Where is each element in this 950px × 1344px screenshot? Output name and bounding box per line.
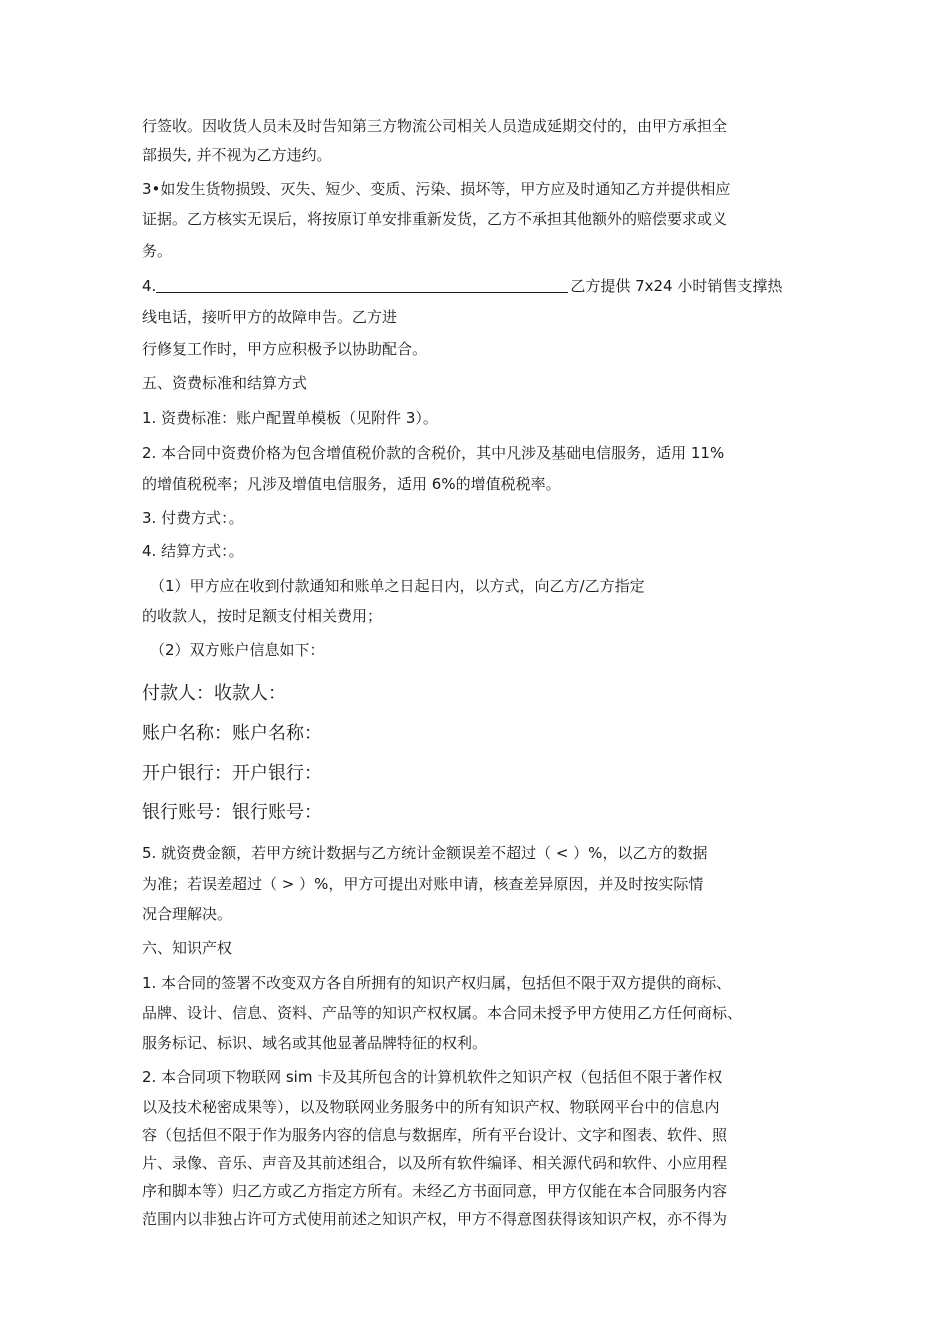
text-line: 服务标记、标识、域名或其他显著品牌特征的权利。 [142, 1034, 488, 1052]
text-line: 行修复工作时，甲方应积极予以协助配合。 [142, 340, 428, 358]
account-name-line: 账户名称：账户名称： [142, 723, 322, 744]
text-line: （2）双方账户信息如下： [150, 641, 325, 659]
section-heading: 五、资费标准和结算方式 [142, 374, 308, 392]
text-line: 2. 本合同项下物联网 sim 卡及其所包含的计算机软件之知识产权（包括但不限于著作权 [142, 1068, 723, 1086]
text-line: 的增值税税率；凡涉及增值电信服务，适用 6%的增值税税率。 [142, 475, 561, 493]
clause-4-line [142, 276, 782, 296]
text-line: 况合理解决。 [142, 905, 233, 923]
text-line: （1）甲方应在收到付款通知和账单之日起日内，以方式，向乙方/乙方指定 [150, 577, 645, 595]
text-line: 4. 结算方式：。 [142, 542, 244, 560]
fill-in-blank [156, 277, 568, 293]
text-line: 部损失, 并不视为乙方违约。 [142, 146, 332, 164]
account-number-line: 银行账号：银行账号： [142, 802, 322, 823]
clause-number: 4. [142, 277, 157, 295]
clause-text: 乙方提供 7x24 小时销售支撑热 [570, 277, 783, 295]
text-line: 1. 资费标准：账户配置单模板（见附件 3）。 [142, 409, 438, 427]
text-line: 5. 就资费金额，若甲方统计数据与乙方统计金额误差不超过（ < ）%，以乙方的数据 [142, 844, 708, 862]
text-line: 线电话，接听甲方的故障申告。乙方进 [142, 308, 398, 326]
bank-line: 开户银行：开户银行： [142, 763, 322, 784]
text-line: 的收款人，按时足额支付相关费用； [142, 607, 383, 625]
text-line: 1. 本合同的签署不改变双方各自所拥有的知识产权归属，包括但不限于双方提供的商标、 [142, 974, 732, 992]
text-line: 2. 本合同中资费价格为包含增值税价款的含税价，其中凡涉及基础电信服务，适用 11% [142, 444, 725, 462]
text-line: 品牌、设计、信息、资料、产品等的知识产权权属。本合同未授予甲方使用乙方任何商标、 [142, 1004, 743, 1022]
text-line: 务。 [142, 242, 173, 260]
text-line: 行签收。因收货人员未及时告知第三方物流公司相关人员造成延期交付的，由甲方承担全 [142, 117, 728, 135]
text-line: 片、录像、音乐、声音及其前述组合，以及所有软件编译、相关源代码和软件、小应用程 [142, 1154, 728, 1172]
text-line: 为准；若误差超过（ > ）%，甲方可提出对账申请，核查差异原因，并及时按实际情 [142, 875, 704, 893]
payer-payee-line: 付款人：收款人： [142, 683, 286, 704]
text-line: 3. 付费方式：。 [142, 509, 244, 527]
text-line: 容（包括但不限于作为服务内容的信息与数据库，所有平台设计、文字和图表、软件、照 [142, 1126, 728, 1144]
text-line: 范围内以非独占许可方式使用前述之知识产权，甲方不得意图获得该知识产权，亦不得为 [142, 1210, 728, 1228]
text-line: 以及技术秘密成果等），以及物联网业务服务中的所有知识产权、物联网平台中的信息内 [142, 1098, 720, 1116]
section-heading: 六、知识产权 [142, 939, 233, 957]
text-line: 3•如发生货物损毁、灭失、短少、变质、污染、损坏等，甲方应及时通知乙方并提供相应 [142, 180, 731, 198]
text-line: 序和脚本等）归乙方或乙方指定方所有。未经乙方书面同意，甲方仅能在本合同服务内容 [142, 1182, 728, 1200]
text-line: 证据。乙方核实无误后，将按原订单安排重新发货，乙方不承担其他额外的赔偿要求或义 [142, 210, 728, 228]
